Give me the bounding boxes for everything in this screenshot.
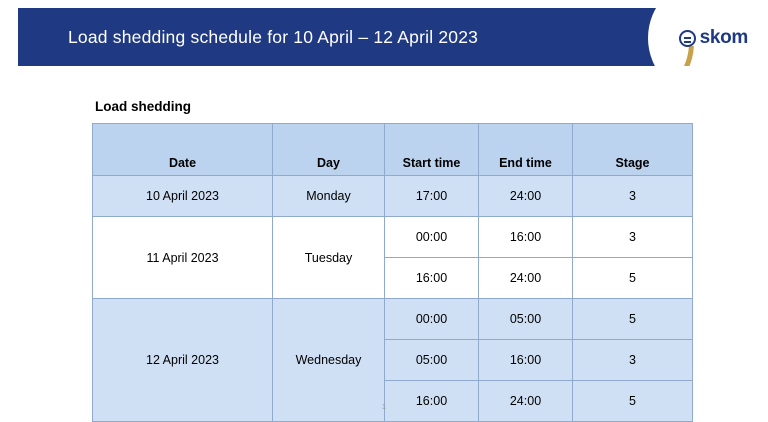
column-header-start-time: Start time	[385, 124, 479, 176]
column-header-end-time: End time	[479, 124, 573, 176]
cell-start-time: 17:00	[385, 176, 479, 217]
table-body	[93, 176, 693, 422]
column-header-stage: Stage	[573, 124, 693, 176]
page-number: 1	[382, 404, 386, 411]
load-shedding-schedule-table	[92, 123, 693, 422]
cell-end-time: 16:00	[479, 217, 573, 258]
eskom-logo	[679, 27, 748, 49]
column-header-day: Day	[273, 124, 385, 176]
table-row	[93, 299, 693, 340]
cell-start-time: 16:00	[385, 381, 479, 422]
cell-stage: 5	[573, 381, 693, 422]
table-header	[93, 124, 693, 176]
cell-stage: 5	[573, 299, 693, 340]
cell-date: 12 April 2023	[93, 299, 273, 422]
document-body	[0, 66, 768, 422]
cell-date: 11 April 2023	[93, 217, 273, 299]
cell-start-time: 00:00	[385, 299, 479, 340]
cell-stage: 3	[573, 340, 693, 381]
cell-end-time: 24:00	[479, 381, 573, 422]
column-header-date: Date	[93, 124, 273, 176]
cell-start-time: 00:00	[385, 217, 479, 258]
table-row	[93, 217, 693, 258]
cell-end-time: 05:00	[479, 299, 573, 340]
logo-text: skom	[699, 27, 748, 48]
cell-day: Wednesday	[273, 299, 385, 422]
table-header-row	[93, 124, 693, 176]
cell-start-time: 05:00	[385, 340, 479, 381]
cell-end-time: 16:00	[479, 340, 573, 381]
cell-end-time: 24:00	[479, 176, 573, 217]
section-title: Load shedding	[95, 99, 191, 114]
cell-day: Monday	[273, 176, 385, 217]
table-row	[93, 176, 693, 217]
page-title: Load shedding schedule for 10 April – 12 April 2023	[68, 26, 479, 47]
cell-start-time: 16:00	[385, 258, 479, 299]
cell-day: Tuesday	[273, 217, 385, 299]
eskom-circle-icon	[679, 30, 696, 47]
cell-stage: 3	[573, 176, 693, 217]
header-banner	[18, 8, 768, 66]
cell-date: 10 April 2023	[93, 176, 273, 217]
cell-end-time: 24:00	[479, 258, 573, 299]
cell-stage: 3	[573, 217, 693, 258]
cell-stage: 5	[573, 258, 693, 299]
